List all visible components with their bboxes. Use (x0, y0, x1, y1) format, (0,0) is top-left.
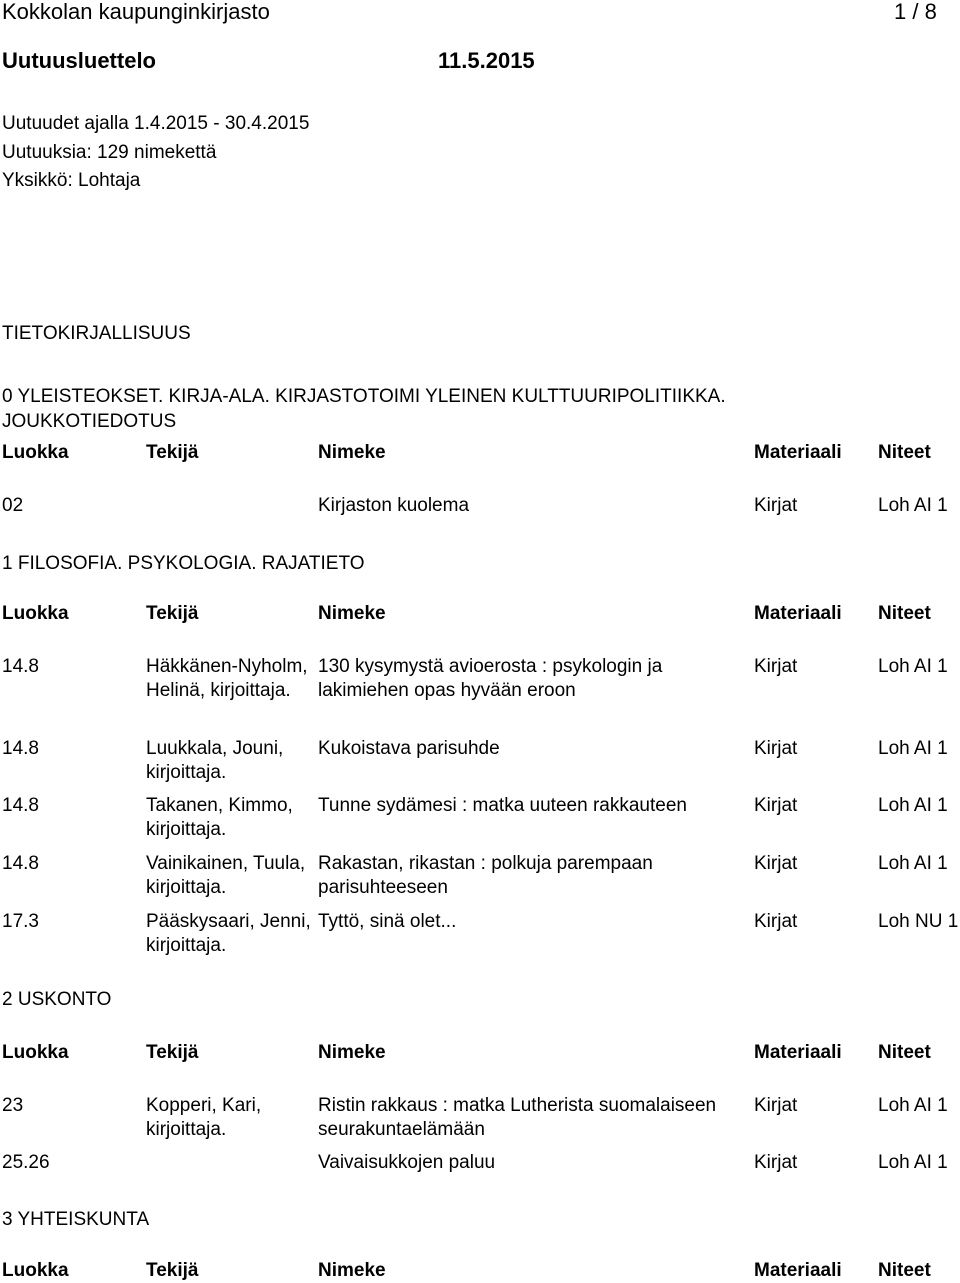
row-title: Tyttö, sinä olet... (318, 911, 457, 932)
section-heading: 2 USKONTO (2, 989, 112, 1010)
row-class: 25.26 (2, 1152, 50, 1173)
section-heading: 3 YHTEISKUNTA (2, 1209, 150, 1230)
row-title: Kirjaston kuolema (318, 495, 470, 516)
section-heading-cont: JOUKKOTIEDOTUS (2, 411, 177, 432)
section-heading: 0 YLEISTEOKSET. KIRJA-ALA. KIRJASTOTOIMI YLEINEN KULTTUURIPOLITIIKKA. (2, 386, 726, 407)
row-class: 14.8 (2, 853, 39, 874)
column-header-title: Nimeke (318, 1042, 386, 1063)
row-copies: Loh AI 1 (878, 1095, 948, 1116)
row-author: Kopperi, Kari, kirjoittaja. (146, 1095, 262, 1140)
row-author: Luukkala, Jouni, kirjoittaja. (146, 738, 284, 783)
row-copies: Loh AI 1 (878, 495, 948, 516)
column-header-material: Materiaali (754, 442, 842, 463)
column-header-class: Luokka (2, 1042, 69, 1063)
column-header-copies: Niteet (878, 442, 931, 463)
period-text: Uutuudet ajalla 1.4.2015 - 30.4.2015 (2, 113, 310, 134)
column-header-copies: Niteet (878, 603, 931, 624)
section-heading: 1 FILOSOFIA. PSYKOLOGIA. RAJATIETO (2, 553, 365, 574)
row-class: 17.3 (2, 911, 39, 932)
column-header-copies: Niteet (878, 1260, 931, 1281)
column-header-title: Nimeke (318, 1260, 386, 1281)
row-copies: Loh AI 1 (878, 795, 948, 816)
row-author: Häkkänen-Nyholm, Helinä, kirjoittaja. (146, 656, 308, 701)
row-author: Vainikainen, Tuula, kirjoittaja. (146, 853, 306, 898)
column-header-class: Luokka (2, 442, 69, 463)
row-copies: Loh NU 1 (878, 911, 959, 932)
row-material: Kirjat (754, 853, 798, 874)
list-title: Uutuusluettelo (2, 48, 156, 73)
row-copies: Loh AI 1 (878, 738, 948, 759)
column-header-material: Materiaali (754, 603, 842, 624)
row-author: Takanen, Kimmo, kirjoittaja. (146, 795, 293, 840)
column-header-material: Materiaali (754, 1042, 842, 1063)
row-class: 14.8 (2, 656, 39, 677)
page-number: 1 / 8 (894, 0, 937, 24)
column-header-class: Luokka (2, 603, 69, 624)
column-header-author: Tekijä (146, 603, 199, 624)
row-material: Kirjat (754, 1095, 798, 1116)
row-material: Kirjat (754, 738, 798, 759)
row-author: Pääskysaari, Jenni, kirjoittaja. (146, 911, 311, 956)
row-class: 14.8 (2, 738, 39, 759)
row-title: Vaivaisukkojen paluu (318, 1152, 496, 1173)
row-title: Ristin rakkaus : matka Lutherista suomalaiseen seurakuntaelämään (318, 1095, 717, 1140)
row-copies: Loh AI 1 (878, 853, 948, 874)
row-title: Rakastan, rikastan : polkuja parempaan parisuhteeseen (318, 853, 653, 898)
column-header-copies: Niteet (878, 1042, 931, 1063)
row-class: 02 (2, 495, 24, 516)
column-header-author: Tekijä (146, 1260, 199, 1281)
unit-text: Yksikkö: Lohtaja (2, 170, 141, 191)
row-material: Kirjat (754, 656, 798, 677)
row-material: Kirjat (754, 495, 798, 516)
count-text: Uutuuksia: 129 nimekettä (2, 142, 217, 163)
row-copies: Loh AI 1 (878, 656, 948, 677)
column-header-title: Nimeke (318, 603, 386, 624)
list-date: 11.5.2015 (438, 48, 535, 73)
row-class: 14.8 (2, 795, 39, 816)
column-header-author: Tekijä (146, 1042, 199, 1063)
row-title: Kukoistava parisuhde (318, 738, 500, 759)
column-header-author: Tekijä (146, 442, 199, 463)
column-header-title: Nimeke (318, 442, 386, 463)
row-material: Kirjat (754, 795, 798, 816)
row-material: Kirjat (754, 1152, 798, 1173)
row-title: 130 kysymystä avioerosta : psykologin ja lakimiehen opas hyvään eroon (318, 656, 663, 701)
row-material: Kirjat (754, 911, 798, 932)
row-copies: Loh AI 1 (878, 1152, 948, 1173)
column-header-class: Luokka (2, 1260, 69, 1281)
row-class: 23 (2, 1095, 24, 1116)
category-heading: TIETOKIRJALLISUUS (2, 323, 191, 344)
library-name: Kokkolan kaupunginkirjasto (2, 0, 270, 24)
column-header-material: Materiaali (754, 1260, 842, 1281)
row-title: Tunne sydämesi : matka uuteen rakkauteen (318, 795, 687, 816)
